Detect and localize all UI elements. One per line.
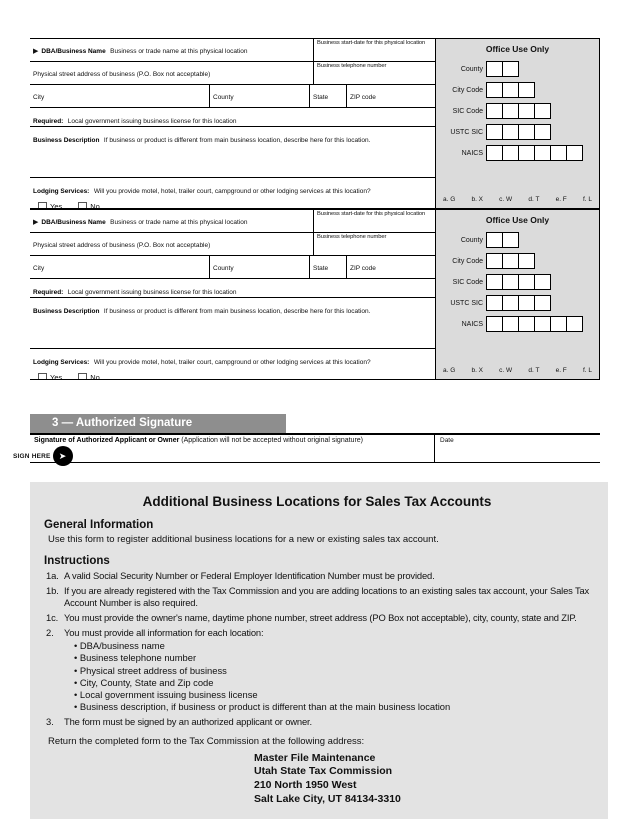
location-fields: [30, 38, 435, 209]
lodging-yes-label: Yes: [50, 202, 63, 208]
business-license-field[interactable]: [30, 279, 435, 297]
business-description-field[interactable]: [30, 127, 435, 177]
signature-date-label: Date: [440, 437, 454, 444]
dba-business-name-field[interactable]: [30, 39, 314, 61]
office-ustc-sic-boxes: [487, 295, 551, 311]
code-box: [502, 82, 519, 98]
code-box: [486, 316, 503, 332]
code-box: [502, 316, 519, 332]
signature-field[interactable]: [30, 435, 435, 462]
address-line: Salt Lake City, UT 84134-3310: [254, 793, 401, 806]
code-box: [486, 124, 503, 140]
required-hint: Local government issuing business license for this location: [67, 118, 237, 125]
state-field[interactable]: [310, 256, 347, 278]
phone-label: Business telephone number: [317, 234, 387, 240]
code-box: [518, 103, 535, 119]
location-requirements-list: [74, 640, 590, 713]
office-ustc-sic-label: USTC SIC: [450, 128, 483, 136]
general-information-text: Use this form to register additional business locations for a new or existing sales tax account.: [48, 534, 439, 545]
lodging-no-checkbox[interactable]: [78, 202, 87, 208]
legend-item: e. F: [555, 367, 567, 374]
legend-item: e. F: [555, 196, 567, 203]
county-label: County: [213, 265, 234, 272]
office-city-code-row: [441, 253, 594, 269]
office-sic-code-label: SIC Code: [452, 278, 483, 286]
instruction-text: The form must be signed by an authorized applicant or owner.: [64, 716, 312, 728]
lodging-no-checkbox[interactable]: [78, 373, 87, 379]
legend-item: b. X: [471, 367, 484, 374]
lodging-row: [30, 178, 435, 209]
start-date-field[interactable]: [314, 210, 435, 232]
signature-date-field[interactable]: [435, 435, 600, 462]
code-box: [486, 82, 503, 98]
city-field[interactable]: [30, 85, 210, 107]
code-box: [502, 61, 519, 77]
legend-item: b. X: [471, 196, 484, 203]
office-city-code-label: City Code: [452, 86, 483, 94]
office-naics-boxes: [487, 145, 583, 161]
signature-hint: (Application will not be accepted without original signature): [181, 437, 363, 444]
description-row: [30, 298, 435, 349]
instruction-text: You must provide the owner's name, daytime phone number, street address (PO Box not acceptable), city, county, state and ZIP.: [64, 612, 577, 624]
office-county-row: [441, 232, 594, 248]
lodging-no-label: No: [90, 202, 100, 208]
office-ustc-sic-label: USTC SIC: [450, 299, 483, 307]
lodging-yes-checkbox[interactable]: [38, 373, 47, 379]
office-use-title: Office Use Only: [485, 44, 550, 54]
lodging-yes-option[interactable]: [38, 373, 62, 379]
description-label: Business Description: [33, 137, 100, 144]
dba-marker-icon: ▶: [33, 48, 39, 55]
panel-title: Additional Business Locations for Sales Tax Accounts: [142, 494, 492, 509]
section-3-header: 3 — Authorized Signature: [30, 414, 286, 433]
start-date-field[interactable]: [314, 39, 435, 61]
office-sic-code-row: [441, 103, 594, 119]
list-item: • City, County, State and Zip code: [74, 677, 590, 689]
zip-field[interactable]: [347, 256, 435, 278]
code-box: [502, 295, 519, 311]
legend-item: c. W: [499, 367, 513, 374]
state-label: State: [313, 265, 329, 272]
code-box: [518, 253, 535, 269]
legend-item: d. T: [528, 367, 540, 374]
list-item: • Local government issuing business license: [74, 689, 590, 701]
code-box: [534, 274, 551, 290]
required-label: Required:: [33, 289, 64, 296]
code-box: [502, 274, 519, 290]
lodging-yes-option[interactable]: [38, 202, 62, 208]
office-code-legend: [441, 367, 594, 375]
code-box: [486, 253, 503, 269]
county-label: County: [213, 94, 234, 101]
list-item: • DBA/business name: [74, 640, 590, 652]
office-naics-label: NAICS: [461, 149, 483, 157]
office-ustc-sic-row: [441, 295, 594, 311]
state-label: State: [313, 94, 329, 101]
lodging-question: [30, 349, 435, 379]
code-box: [566, 316, 583, 332]
dba-label: DBA/Business Name: [41, 219, 106, 226]
office-ustc-sic-boxes: [487, 124, 551, 140]
legend-item: a. G: [443, 196, 456, 203]
city-field[interactable]: [30, 256, 210, 278]
list-item: • Business description, if business or product is different than at the main business location: [74, 701, 590, 713]
instruction-number: 1b.: [46, 585, 59, 597]
code-box: [518, 145, 535, 161]
general-information-heading: General Information: [44, 519, 154, 531]
dba-row: [30, 39, 435, 62]
address-row: [30, 62, 435, 85]
description-row: [30, 127, 435, 178]
legend-item: f. L: [582, 367, 592, 374]
zip-field[interactable]: [347, 85, 435, 107]
office-use-only-box: [435, 38, 600, 209]
code-box: [534, 295, 551, 311]
code-box: [534, 124, 551, 140]
address-row: [30, 233, 435, 256]
business-location-block-2: [30, 209, 600, 380]
legend-item: c. W: [499, 196, 513, 203]
code-box: [518, 274, 535, 290]
code-box: [518, 82, 535, 98]
street-address-field[interactable]: [30, 233, 314, 255]
lodging-no-label: No: [90, 373, 100, 379]
phone-label: Business telephone number: [317, 63, 387, 69]
lodging-question: [30, 178, 435, 208]
lodging-label: Lodging Services:: [33, 359, 90, 366]
required-label: Required:: [33, 118, 64, 125]
office-city-code-boxes: [487, 253, 535, 269]
office-code-legend: [441, 196, 594, 204]
sign-here-stamp: [13, 446, 73, 466]
code-box: [566, 145, 583, 161]
code-box: [486, 295, 503, 311]
dba-row: [30, 210, 435, 233]
code-box: [534, 103, 551, 119]
license-row: [30, 108, 435, 127]
office-use-only-box: [435, 209, 600, 380]
legend-item: d. T: [528, 196, 540, 203]
office-county-boxes: [487, 61, 519, 77]
legend-item: f. L: [582, 196, 592, 203]
city-county-state-zip-row: [30, 85, 435, 108]
dba-hint: Business or trade name at this physical location: [110, 219, 248, 226]
sign-here-label: SIGN HERE: [13, 452, 51, 460]
code-box: [502, 253, 519, 269]
lodging-hint: Will you provide motel, hotel, trailer court, campground or other lodging services at this location?: [93, 188, 371, 195]
street-address-field[interactable]: [30, 62, 314, 84]
code-box: [550, 145, 567, 161]
office-sic-code-boxes: [487, 103, 551, 119]
lodging-row: [30, 349, 435, 380]
office-naics-label: NAICS: [461, 320, 483, 328]
lodging-yes-checkbox[interactable]: [38, 202, 47, 208]
instruction-number: 1c.: [46, 612, 59, 624]
list-item: • Physical street address of business: [74, 665, 590, 677]
address-line: 210 North 1950 West: [254, 779, 357, 792]
list-item: • Business telephone number: [74, 652, 590, 664]
start-date-label: Business start-date for this physical location: [317, 40, 426, 46]
phone-field[interactable]: [314, 233, 435, 255]
instruction-number: 2.: [46, 627, 54, 639]
code-box: [534, 145, 551, 161]
legend-item: a. G: [443, 367, 456, 374]
description-hint: If business or product is different from main business location, describe here for this location.: [103, 137, 371, 144]
office-use-title: Office Use Only: [485, 215, 550, 225]
city-label: City: [33, 94, 45, 101]
lodging-no-option[interactable]: [78, 202, 100, 208]
description-label: Business Description: [33, 308, 100, 315]
code-box: [486, 274, 503, 290]
description-hint: If business or product is different from main business location, describe here for this location.: [103, 308, 371, 315]
mailing-address: [254, 752, 590, 807]
required-hint: Local government issuing business license for this location: [67, 289, 237, 296]
dba-hint: Business or trade name at this physical location: [110, 48, 248, 55]
instruction-number: 1a.: [46, 570, 59, 581]
office-city-code-row: [441, 82, 594, 98]
county-field[interactable]: [210, 256, 310, 278]
office-ustc-sic-row: [441, 124, 594, 140]
address-line: Utah State Tax Commission: [254, 765, 393, 778]
instruction-text: You must provide all information for each location:: [64, 627, 264, 639]
start-date-label: Business start-date for this physical location: [317, 211, 426, 217]
address-line: Master File Maintenance: [254, 751, 376, 764]
instruction-item: [46, 716, 590, 728]
lodging-yes-label: Yes: [50, 373, 63, 379]
city-label: City: [33, 265, 45, 272]
dba-label: DBA/Business Name: [41, 48, 106, 55]
location-fields: [30, 209, 435, 380]
code-box: [502, 124, 519, 140]
code-box: [486, 61, 503, 77]
office-sic-code-label: SIC Code: [452, 107, 483, 115]
business-location-block-1: [30, 38, 600, 209]
office-naics-boxes: [487, 316, 583, 332]
instruction-item: [46, 612, 590, 624]
office-county-boxes: [487, 232, 519, 248]
code-box: [518, 124, 535, 140]
state-field[interactable]: [310, 85, 347, 107]
instruction-text: A valid Social Security Number or Federal Employer Identification Number must be provided.: [64, 570, 435, 581]
license-row: [30, 279, 435, 298]
return-instructions: Return the completed form to the Tax Commission at the following address:: [48, 735, 365, 747]
city-county-state-zip-row: [30, 256, 435, 279]
code-box: [502, 103, 519, 119]
code-box: [486, 232, 503, 248]
code-box: [502, 232, 519, 248]
office-county-label: County: [460, 65, 483, 73]
street-address-label: Physical street address of business (P.O. Box not acceptable): [33, 71, 211, 78]
lodging-options: [38, 202, 432, 208]
phone-field[interactable]: [314, 62, 435, 84]
office-city-code-label: City Code: [452, 257, 483, 265]
instruction-item: [46, 627, 590, 639]
instruction-item: [46, 585, 590, 609]
dba-business-name-field[interactable]: [30, 210, 314, 232]
street-address-label: Physical street address of business (P.O. Box not acceptable): [33, 242, 211, 249]
code-box: [502, 145, 519, 161]
instruction-item: [46, 570, 590, 582]
office-naics-row: [441, 145, 594, 161]
business-locations-form: [30, 38, 600, 380]
lodging-label: Lodging Services:: [33, 188, 90, 195]
office-sic-code-row: [441, 274, 594, 290]
code-box: [534, 316, 551, 332]
instructions-panel: [30, 482, 608, 819]
lodging-no-option[interactable]: [78, 373, 100, 379]
office-city-code-boxes: [487, 82, 535, 98]
code-box: [486, 103, 503, 119]
code-box: [518, 295, 535, 311]
sign-here-arrow-icon: ➤: [53, 446, 73, 466]
code-box: [518, 316, 535, 332]
signature-label: Signature of Authorized Applicant or Owner: [34, 437, 180, 444]
lodging-hint: Will you provide motel, hotel, trailer court, campground or other lodging services at this location?: [93, 359, 371, 366]
instructions-heading: Instructions: [44, 555, 110, 567]
business-license-field[interactable]: [30, 108, 435, 126]
office-sic-code-boxes: [487, 274, 551, 290]
zip-label: ZIP code: [350, 265, 376, 272]
office-county-row: [441, 61, 594, 77]
county-field[interactable]: [210, 85, 310, 107]
office-naics-row: [441, 316, 594, 332]
lodging-options: [38, 373, 432, 379]
code-box: [486, 145, 503, 161]
code-box: [550, 316, 567, 332]
instruction-number: 3.: [46, 716, 54, 728]
signature-row: [30, 433, 600, 463]
instruction-text: If you are already registered with the Tax Commission and you are adding locations to an existing sales tax account, your Sales Tax Account Number is also required.: [64, 585, 590, 609]
business-description-field[interactable]: [30, 298, 435, 348]
dba-marker-icon: ▶: [33, 219, 39, 226]
office-county-label: County: [460, 236, 483, 244]
zip-label: ZIP code: [350, 94, 376, 101]
